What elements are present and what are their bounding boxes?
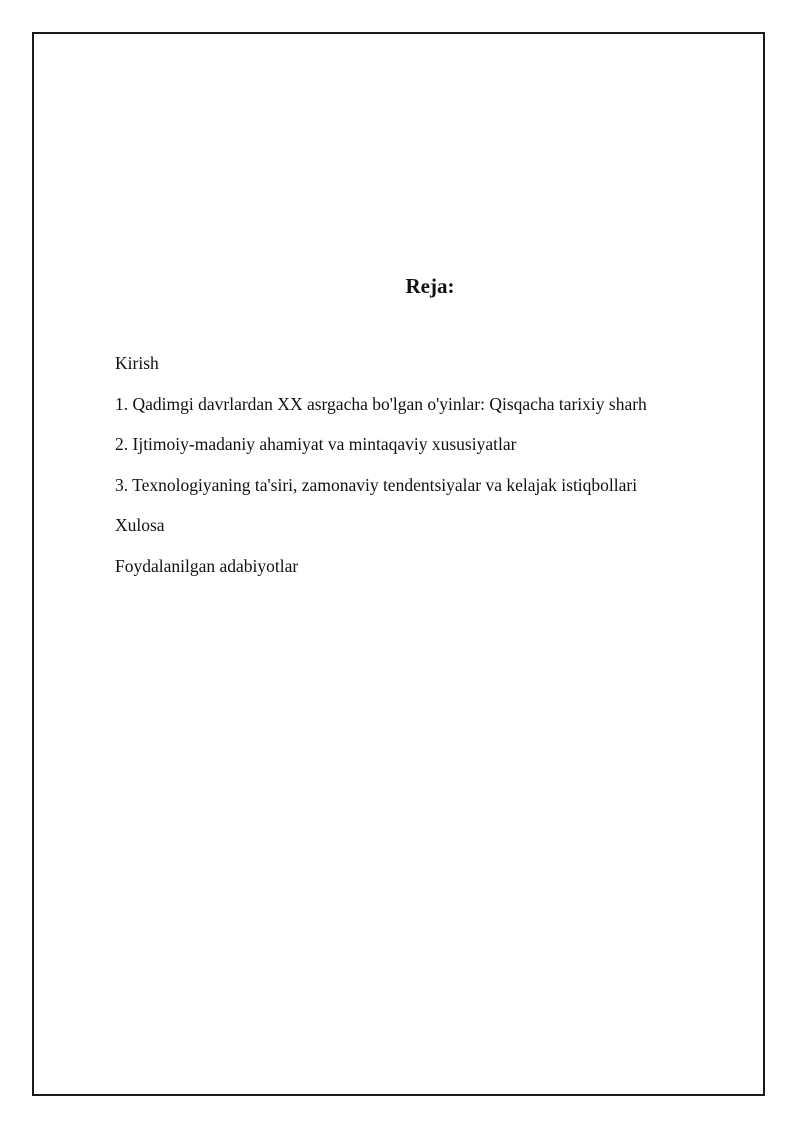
toc-item-references: Foydalanilgan adabiyotlar: [115, 555, 299, 576]
toc-item-section-2: 2. Ijtimoiy-madaniy ahamiyat va mintaqaviy xususiyatlar: [115, 434, 517, 455]
page-title: Reja:: [405, 274, 455, 298]
toc-item-introduction: Kirish: [115, 353, 159, 373]
toc-item-conclusion: Xulosa: [115, 515, 165, 536]
toc-item-section-3: 3. Texnologiyaning ta'siri, zamonaviy tendentsiyalar va kelajak istiqbollari: [115, 474, 638, 495]
toc-item-section-1: 1. Qadimgi davrlardan XX asrgacha bo'lgan o'yinlar: Qisqacha tarixiy sharh: [115, 393, 647, 414]
table-of-contents: [115, 350, 647, 594]
